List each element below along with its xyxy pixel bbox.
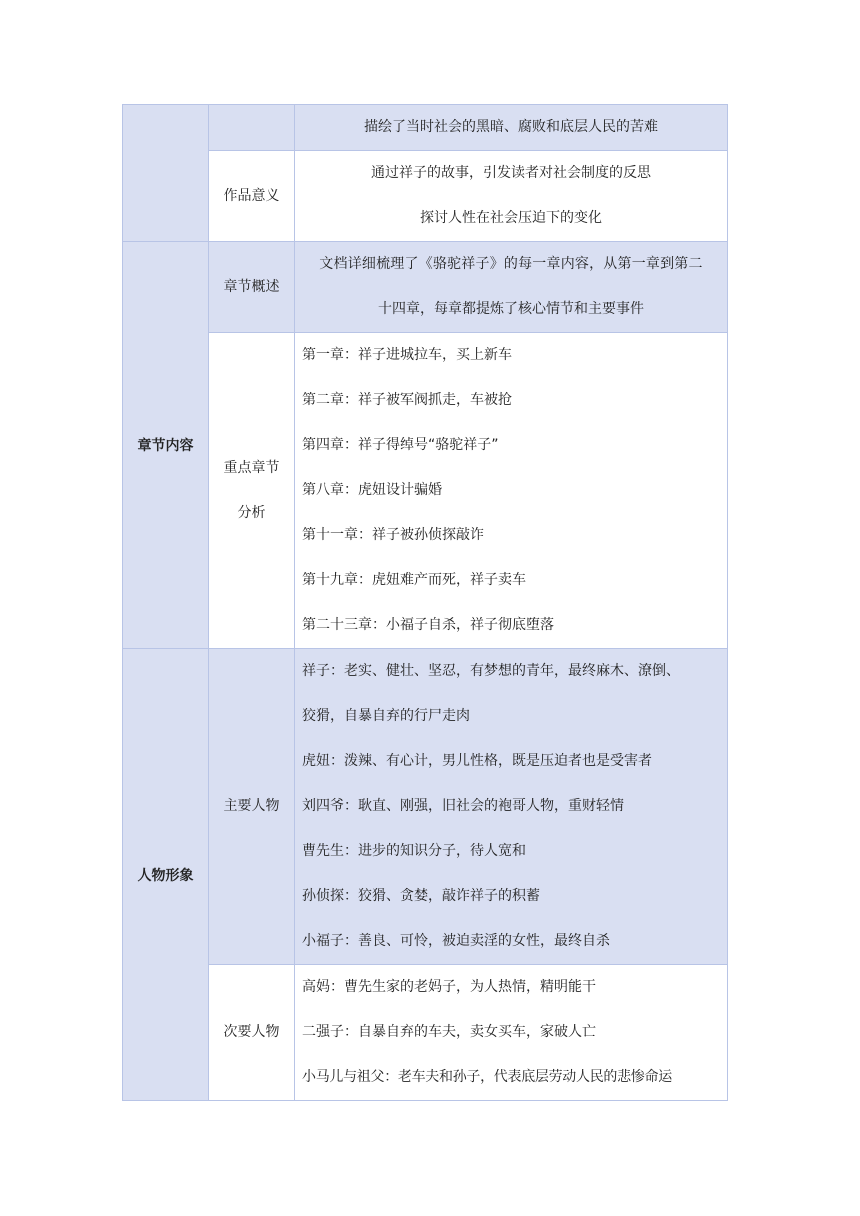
character-item: 刘四爷：耿直、刚强，旧社会的袍哥人物，重财轻情 xyxy=(302,798,624,814)
overview-content xyxy=(295,242,728,333)
category-chapters: 章节内容 xyxy=(123,242,209,649)
chapter-item: 第十九章：虎妞难产而死，祥子卖车 xyxy=(302,572,526,588)
overview-line: 十四章，每章都提炼了核心情节和主要事件 xyxy=(378,301,644,317)
overview-label: 章节概述 xyxy=(209,242,295,333)
character-item: 高妈：曹先生家的老妈子，为人热情，精明能干 xyxy=(302,979,596,995)
theme-line: 描绘了当时社会的黑暗、腐败和底层人民的苦难 xyxy=(364,119,658,135)
subcategory-cell-blank xyxy=(209,105,295,151)
significance-line: 通过祥子的故事，引发读者对社会制度的反思 xyxy=(371,165,651,181)
key-chapters-label xyxy=(209,333,295,649)
table-row xyxy=(123,105,728,151)
table-row xyxy=(123,649,728,965)
table-row xyxy=(123,333,728,649)
character-item: 小马儿与祖父：老车夫和孙子，代表底层劳动人民的悲惨命运 xyxy=(302,1069,672,1085)
theme-cell xyxy=(295,105,728,151)
chapter-item: 第十一章：祥子被孙侦探敲诈 xyxy=(302,527,484,543)
significance-content xyxy=(295,151,728,242)
character-item: 孙侦探：狡猾、贪婪，敲诈祥子的积蓄 xyxy=(302,888,540,904)
chapter-item: 第八章：虎妞设计骗婚 xyxy=(302,482,442,498)
key-chapters-label-line: 重点章节 xyxy=(223,459,280,476)
character-item: 狡猾，自暴自弃的行尸走肉 xyxy=(302,708,470,724)
chapter-item: 第四章：祥子得绰号“骆驼祥子” xyxy=(302,437,499,453)
character-item: 祥子：老实、健壮、坚忍，有梦想的青年，最终麻木、潦倒、 xyxy=(302,663,680,679)
character-item: 二强子：自暴自弃的车夫，卖女买车，家破人亡 xyxy=(302,1024,596,1040)
significance-line: 探讨人性在社会压迫下的变化 xyxy=(420,210,602,226)
character-item: 小福子：善良、可怜，被迫卖淫的女性，最终自杀 xyxy=(302,933,610,949)
chapter-item: 第二章：祥子被军阀抓走，车被抢 xyxy=(302,392,512,408)
character-item: 曹先生：进步的知识分子，待人宽和 xyxy=(302,843,526,859)
category-characters: 人物形象 xyxy=(123,649,209,1101)
significance-label: 作品意义 xyxy=(209,151,295,242)
content-table xyxy=(122,104,728,1101)
table-row xyxy=(123,965,728,1101)
table-row xyxy=(123,242,728,333)
character-item: 虎妞：泼辣、有心计，男儿性格，既是压迫者也是受害者 xyxy=(302,753,652,769)
table-row xyxy=(123,151,728,242)
minor-characters-label: 次要人物 xyxy=(209,965,295,1101)
key-chapters-content xyxy=(295,333,728,649)
minor-characters-content xyxy=(295,965,728,1101)
key-chapters-label-line: 分析 xyxy=(237,504,266,521)
main-characters-label: 主要人物 xyxy=(209,649,295,965)
chapter-item: 第一章：祥子进城拉车，买上新车 xyxy=(302,347,512,363)
category-cell-continued xyxy=(123,105,209,242)
main-characters-content xyxy=(295,649,728,965)
chapter-item: 第二十三章：小福子自杀，祥子彻底堕落 xyxy=(302,617,554,633)
overview-line: 文档详细梳理了《骆驼祥子》的每一章内容，从第一章到第二 xyxy=(319,256,703,272)
